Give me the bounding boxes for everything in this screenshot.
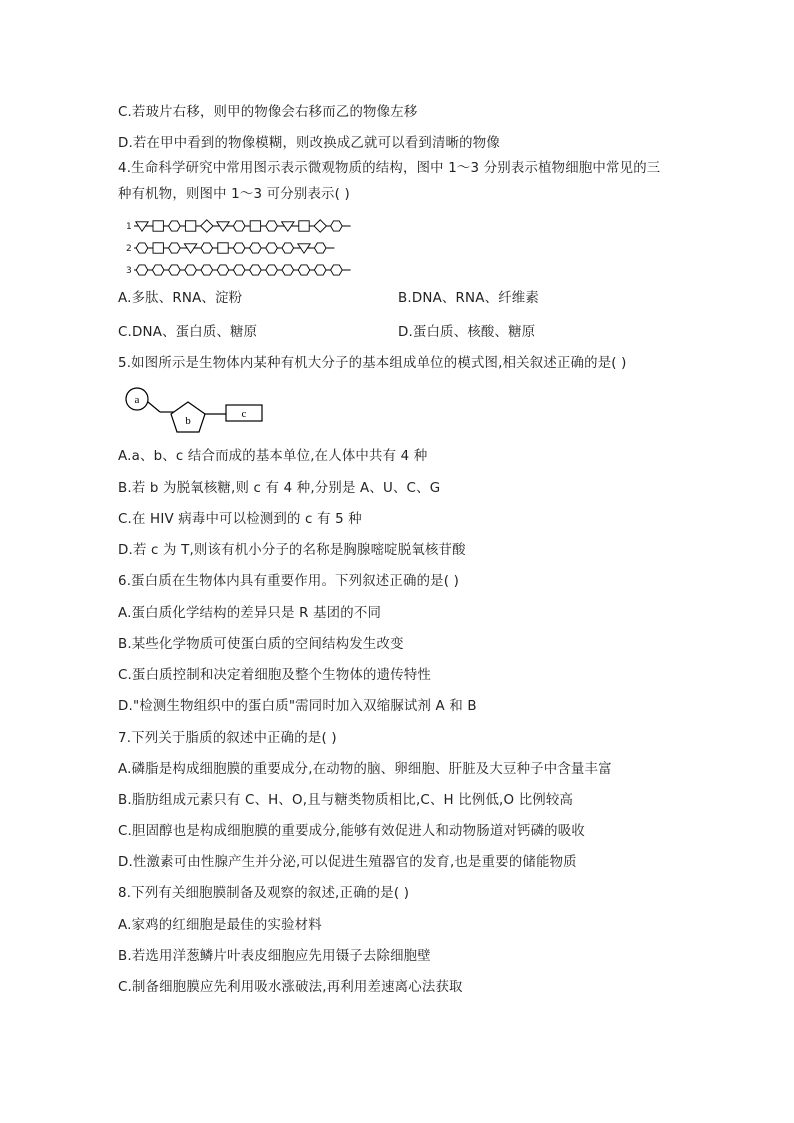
q5-option-c: C.在 HIV 病毒中可以检测到的 c 有 5 种: [118, 512, 362, 527]
chain-hexagon-monomer: [201, 243, 213, 253]
chain-label-3: 3: [126, 266, 132, 276]
q7-option-c: C.胆固醇也是构成细胞膜的重要成分,能够有效促进人和动物肠道对钙磷的吸收: [118, 824, 585, 839]
q5-option-b: B.若 b 为脱氧核糖,则 c 有 4 种,分别是 A、U、C、G: [118, 481, 441, 496]
chain-hexagon-monomer: [185, 265, 197, 275]
chain-triangle-monomer: [217, 222, 229, 231]
chain-hexagon-monomer: [331, 265, 343, 275]
q7-option-b: B.脂肪组成元素只有 C、H、O,且与糖类物质相比,C、H 比例低,O 比例较高: [118, 793, 574, 808]
q3-option-c: C.若玻片右移，则甲的物像会右移而乙的物像左移: [118, 105, 418, 120]
chain-hexagon-monomer: [233, 243, 245, 253]
q6-option-d: D."检测生物组织中的蛋白质"需同时加入双缩脲试剂 A 和 B: [118, 699, 477, 714]
nucleotide-model-diagram: [118, 385, 278, 437]
chain-hexagon-monomer: [282, 265, 294, 275]
q5-option-a: A.a、b、c 结合而成的基本单位,在人体中共有 4 种: [118, 449, 428, 464]
label-c: c: [241, 408, 247, 420]
q4-option-a: A.多肽、RNA、淀粉: [118, 291, 243, 306]
chain-hexagon-monomer: [314, 243, 326, 253]
q7-option-d: D.性激素可由性腺产生并分泌,可以促进生殖器官的发育,也是重要的储能物质: [118, 855, 577, 870]
chain-hexagon-monomer: [250, 265, 262, 275]
chain-hexagon-monomer: [266, 221, 278, 231]
chain-label-1: 1: [126, 222, 132, 232]
chain-square-monomer: [299, 221, 309, 231]
q4-stem-line1: 4.生命科学研究中常用图示表示微观物质的结构，图中 1～3 分别表示植物细胞中常见的三: [118, 161, 661, 176]
chain-triangle-monomer: [298, 244, 310, 253]
q5-stem: 5.如图所示是生物体内某种有机大分子的基本组成单位的模式图,相关叙述正确的是( ): [118, 356, 627, 371]
chain-hexagon-monomer: [266, 265, 278, 275]
q3-option-d: D.若在甲中看到的物像模糊，则改换成乙就可以看到清晰的物像: [118, 136, 500, 151]
q8-stem: 8.下列有关细胞膜制备及观察的叙述,正确的是( ): [118, 886, 410, 901]
chain-triangle-monomer: [282, 222, 294, 231]
monomer-chain-diagram: [134, 215, 354, 281]
chain-triangle-monomer: [184, 244, 196, 253]
label-b: b: [185, 415, 191, 427]
label-a: a: [134, 394, 140, 406]
q6-option-b: B.某些化学物质可使蛋白质的空间结构发生改变: [118, 637, 404, 652]
chain-hexagon-monomer: [282, 243, 294, 253]
q4-option-c: C.DNA、蛋白质、糖原: [118, 325, 258, 340]
chain-square-monomer: [250, 221, 260, 231]
q8-option-c: C.制备细胞膜应先利用吸水涨破法,再利用差速离心法获取: [118, 980, 463, 995]
chain-hexagon-monomer: [266, 243, 278, 253]
chain-hexagon-monomer: [217, 265, 229, 275]
q7-stem: 7.下列关于脂质的叙述中正确的是( ): [118, 731, 337, 746]
chain-hexagon-monomer: [233, 221, 245, 231]
chain-hexagon-monomer: [331, 221, 343, 231]
chain-hexagon-monomer: [136, 243, 148, 253]
chain-hexagon-monomer: [298, 265, 310, 275]
chain-triangle-monomer: [136, 222, 148, 231]
q5-option-d: D.若 c 为 T,则该有机小分子的名称是胸腺嘧啶脱氧核苷酸: [118, 543, 466, 558]
chain-square-monomer: [185, 221, 195, 231]
chain-square-monomer: [153, 243, 163, 253]
chain-diamond-monomer: [201, 220, 213, 232]
q4-option-d: D.蛋白质、核酸、糖原: [398, 325, 536, 340]
q4-stem-line2: 种有机物，则图中 1～3 可分别表示( ): [118, 187, 350, 202]
chain-square-monomer: [153, 221, 163, 231]
chain-hexagon-monomer: [169, 243, 181, 253]
chain-hexagon-monomer: [250, 243, 262, 253]
q8-option-b: B.若选用洋葱鳞片叶表皮细胞应先用镊子去除细胞壁: [118, 949, 431, 964]
chain-hexagon-monomer: [233, 265, 245, 275]
chain-hexagon-monomer: [136, 265, 148, 275]
chain-hexagon-monomer: [201, 265, 213, 275]
chain-label-2: 2: [126, 244, 132, 254]
q6-option-c: C.蛋白质控制和决定着细胞及整个生物体的遗传特性: [118, 668, 431, 683]
chain-hexagon-monomer: [169, 221, 181, 231]
q8-option-a: A.家鸡的红细胞是最佳的实验材料: [118, 918, 322, 933]
q4-option-b: B.DNA、RNA、纤维素: [398, 291, 539, 306]
chain-hexagon-monomer: [169, 265, 181, 275]
chain-square-monomer: [218, 243, 228, 253]
q6-option-a: A.蛋白质化学结构的差异只是 R 基团的不同: [118, 606, 382, 621]
chain-diamond-monomer: [314, 220, 326, 232]
q7-option-a: A.磷脂是构成细胞膜的重要成分,在动物的脑、卵细胞、肝脏及大豆种子中含量丰富: [118, 762, 612, 777]
chain-hexagon-monomer: [152, 265, 164, 275]
chain-hexagon-monomer: [314, 265, 326, 275]
q6-stem: 6.蛋白质在生物体内具有重要作用。下列叙述正确的是( ): [118, 574, 460, 589]
